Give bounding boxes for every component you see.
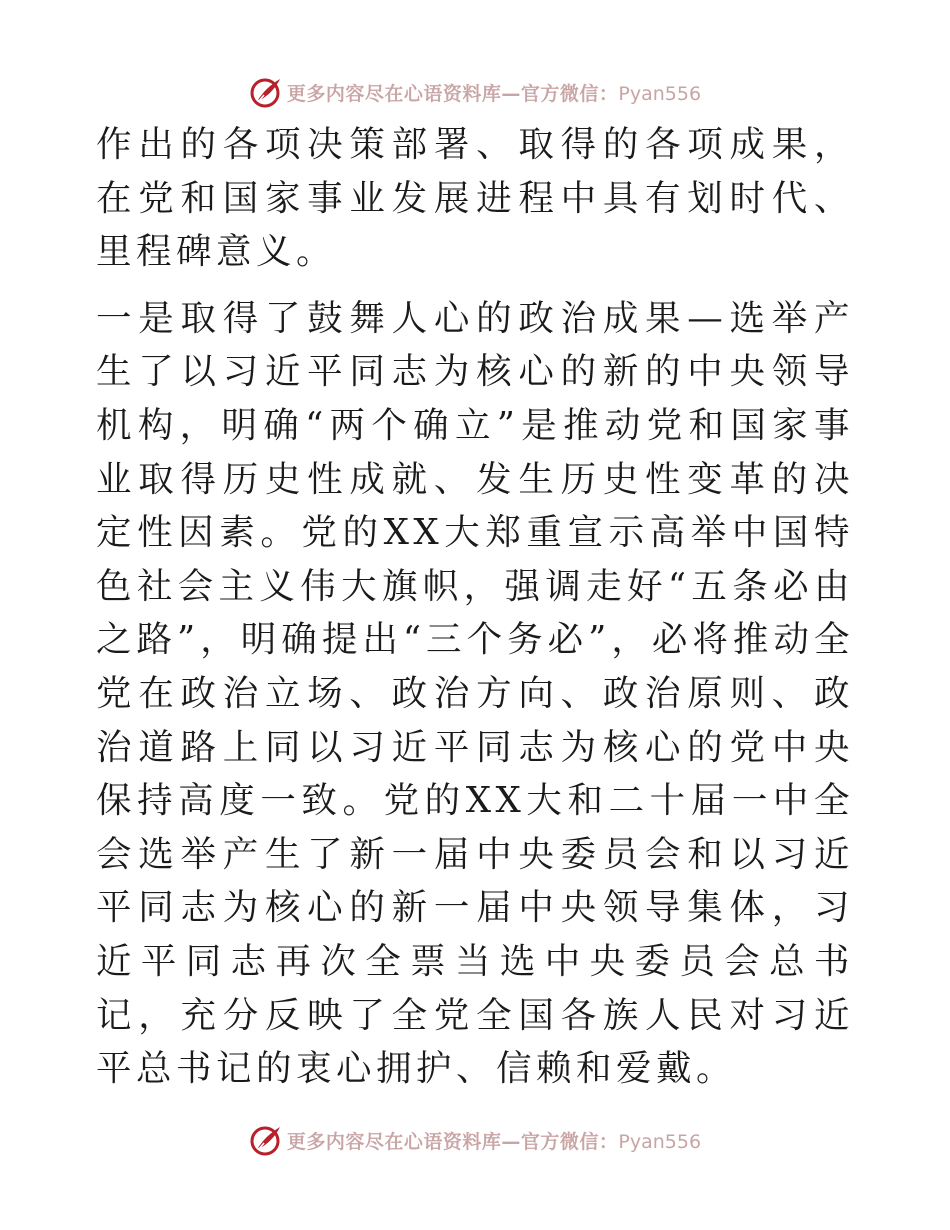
document-body bbox=[96, 118, 854, 1096]
wechat-id: Pyan556 bbox=[618, 82, 702, 105]
header-watermark bbox=[0, 72, 950, 112]
watermark-text: 更多内容尽在心语资料库—官方微信：Pyan556 bbox=[286, 1130, 702, 1153]
footer-watermark bbox=[0, 1120, 950, 1160]
wechat-id: Pyan556 bbox=[618, 1130, 702, 1153]
quill-pen-logo-icon bbox=[249, 1123, 283, 1157]
paragraph-2: 一是取得了鼓舞人心的政治成果—选举产生了以习近平同志为核心的新的中央领导机构，明确“两个确立”是推动党和国家事业取得历史性成就、发生历史性变革的决定性因素。党的XX大郑重宣示高举中国特色社会主义伟大旗帜，强调走好“五条必由之路”，明确提出“三个务必”，必将推动全党在政治立场、政治方向、政治原则、政治道路上同以习近平同志为核心的党中央保持高度一致。党的XX大和二十届一中全会选举产生了新一届中央委员会和以习近平同志为核心的新一届中央领导集体，习近平同志再次全票当选中央委员会总书记，充分反映了全党全国各族人民对习近平总书记的衷心拥护、信赖和爱戴。 bbox=[96, 297, 854, 1090]
watermark-text: 更多内容尽在心语资料库—官方微信：Pyan556 bbox=[286, 82, 702, 105]
paragraph-1: 作出的各项决策部署、取得的各项成果，在党和国家事业发展进程中具有划时代、里程碑意义。 bbox=[96, 124, 854, 273]
quill-pen-logo-icon bbox=[249, 75, 283, 109]
